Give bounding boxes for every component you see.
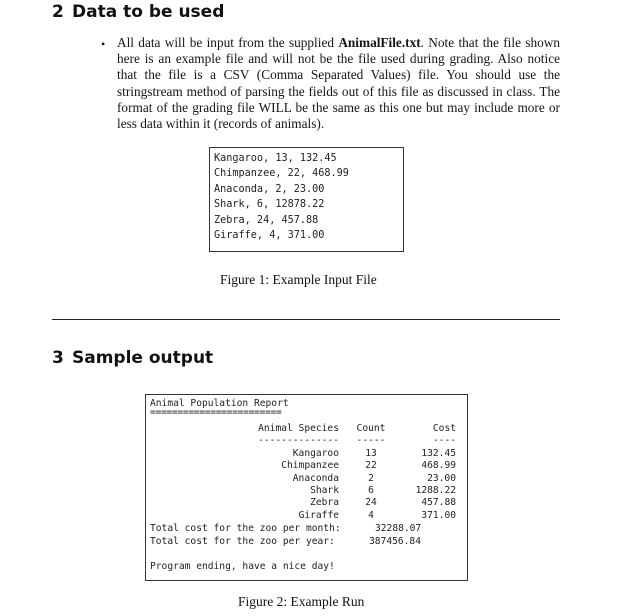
dash-species: -------------- [258, 435, 339, 446]
year-value: 387456.84 [369, 536, 421, 547]
report-underline: ======================== [150, 407, 282, 418]
row-cost: 132.45 [421, 448, 456, 459]
row-count: 2 [368, 472, 374, 484]
input-file-box [209, 147, 404, 252]
row-cost: 23.00 [427, 472, 456, 484]
header-cost: Cost [432, 423, 456, 434]
input-file-lines [214, 151, 349, 243]
row-cost: 1288.22 [415, 484, 456, 496]
section-2-title: Data to be used [72, 2, 225, 22]
section-2-number: 2 [52, 2, 64, 22]
para-pre: All data will be input from the supplied [117, 35, 339, 50]
section-3-title: Sample output [72, 348, 214, 368]
year-label: Total cost for the zoo per year: [150, 536, 335, 547]
dash-count: ----- [356, 435, 386, 446]
row-cost: 468.99 [421, 460, 456, 472]
row-count: 6 [368, 484, 374, 496]
row-species: Giraffe [298, 509, 339, 521]
section-3-number: 3 [52, 348, 64, 368]
sample-output-box [145, 394, 468, 581]
row-species: Kangaroo [292, 448, 339, 459]
input-line: Shark, 6, 12878.22 [214, 199, 325, 211]
report-title: Animal Population Report [150, 398, 289, 409]
bullet-icon: • [101, 37, 106, 51]
para-post: . Note that the file shown here is an example file and will not be the file used during grading. Also notice that the file is a CSV (Comma Separated Values) file. You should use the stringstream method of parsing the fields out of this file as discussed in class. The format of the grading file WILL be the same as this one but may include more or less data within it (records of animals). [117, 35, 560, 132]
section-divider [52, 319, 560, 320]
section-3-heading [52, 348, 213, 368]
row-count: 4 [368, 509, 374, 521]
input-line: Anaconda, 2, 23.00 [214, 183, 325, 195]
data-paragraph [117, 35, 560, 132]
month-label: Total cost for the zoo per month: [150, 523, 341, 534]
file-name: AnimalFile.txt [338, 35, 421, 50]
input-line: Zebra, 24, 457.88 [214, 214, 319, 226]
section-2-heading [52, 2, 224, 22]
row-count: 22 [365, 460, 377, 472]
row-species: Zebra [310, 497, 339, 509]
row-cost: 371.00 [421, 509, 456, 521]
input-line: Giraffe, 4, 371.00 [214, 230, 325, 242]
row-count: 24 [365, 497, 377, 509]
ending-message: Program ending, have a nice day! [150, 561, 335, 572]
row-count: 13 [365, 448, 377, 459]
header-species: Animal Species [258, 423, 339, 434]
header-count: Count [356, 423, 386, 434]
input-line: Kangaroo, 13, 132.45 [214, 153, 337, 164]
row-species: Anaconda [292, 472, 339, 484]
dash-cost: ---- [432, 435, 456, 446]
month-value: 32288.07 [375, 523, 422, 534]
row-cost: 457.88 [421, 497, 456, 509]
input-line: Chimpanzee, 22, 468.99 [214, 168, 349, 180]
row-species: Shark [310, 484, 339, 496]
row-species: Chimpanzee [281, 460, 339, 472]
figure-1-caption: Figure 1: Example Input File [220, 272, 377, 287]
figure-2-caption: Figure 2: Example Run [238, 594, 365, 609]
